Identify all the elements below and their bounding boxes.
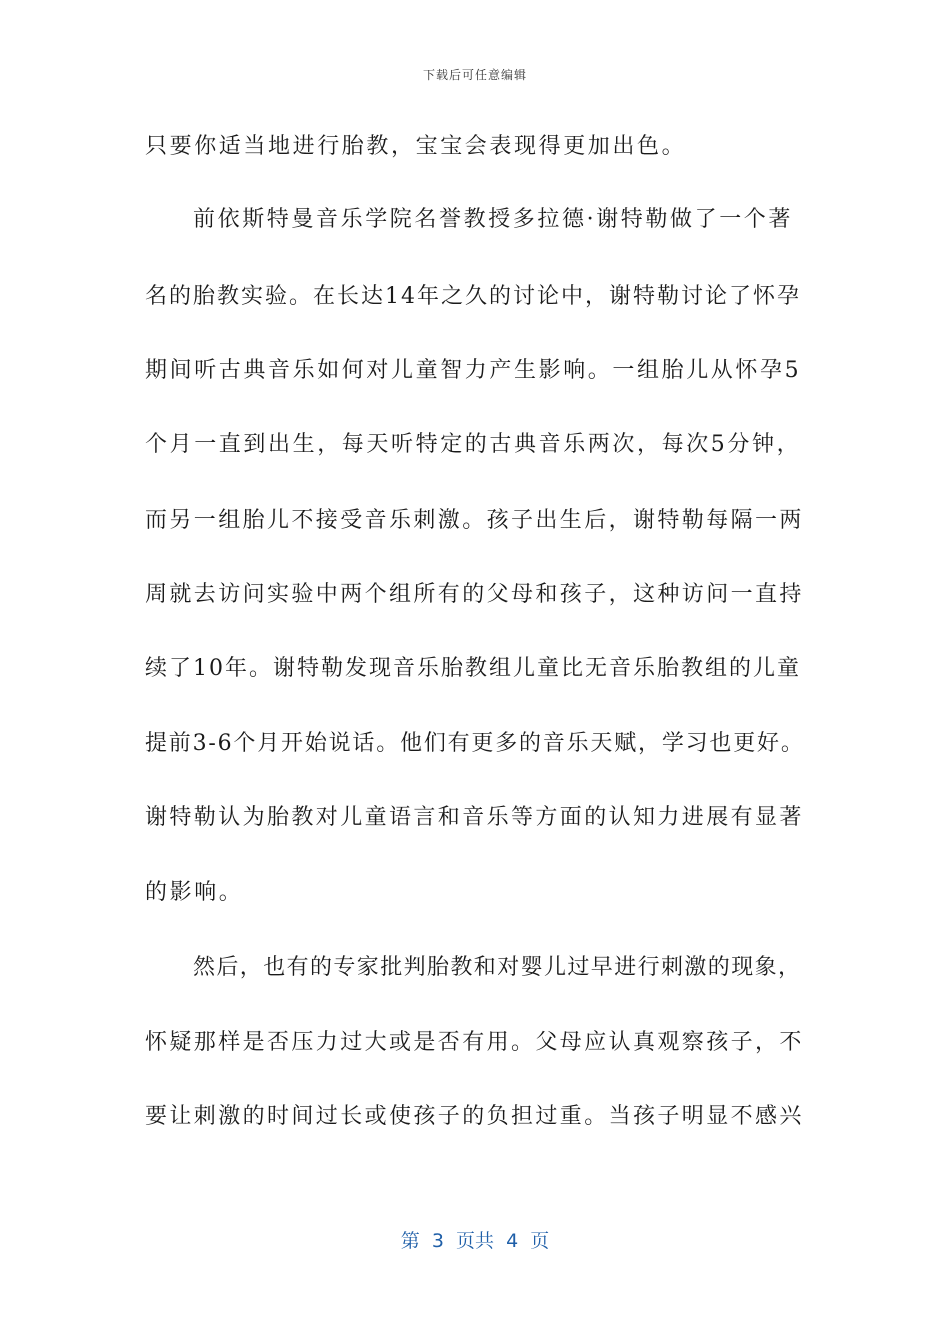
body-line: 期间听古典音乐如何对儿童智力产生影响。一组胎儿从怀孕5 [145,358,802,383]
body-line: 续了10年。谢特勒发现音乐胎教组儿童比无音乐胎教组的儿童 [145,656,801,681]
body-line: 然后，也有的专家批判胎教和对婴儿过早进行刺激的现象， [193,955,802,980]
body-line: 只要你适当地进行胎教，宝宝会表现得更加出色。 [145,134,687,159]
body-line: 周就去访问实验中两个组所有的父母和孩子，这种访问一直持 [145,582,804,607]
page-header: 下载后可任意编辑 [422,68,527,82]
body-line: 怀疑那样是否压力过大或是否有用。父母应认真观察孩子，不 [145,1030,804,1055]
body-line: 提前3-6个月开始说话。他们有更多的音乐天赋，学习也更好。 [145,731,805,756]
body-line: 名的胎教实验。在长达14年之久的讨论中，谢特勒讨论了怀孕 [145,284,801,309]
body-line: 前依斯特曼音乐学院名誉教授多拉德·谢特勒做了一个著 [193,207,793,232]
body-line: 谢特勒认为胎教对儿童语言和音乐等方面的认知力进展有显著 [145,805,804,830]
page-footer: 第 3 页共 4 页 [400,1230,550,1252]
body-line: 个月一直到出生，每天听特定的古典音乐两次，每次5分钟， [145,432,802,457]
body-line: 要让刺激的时间过长或使孩子的负担过重。当孩子明显不感兴 [145,1104,804,1129]
body-line: 而另一组胎儿不接受音乐刺激。孩子出生后，谢特勒每隔一两 [145,508,804,533]
body-line: 的影响。 [145,880,244,905]
